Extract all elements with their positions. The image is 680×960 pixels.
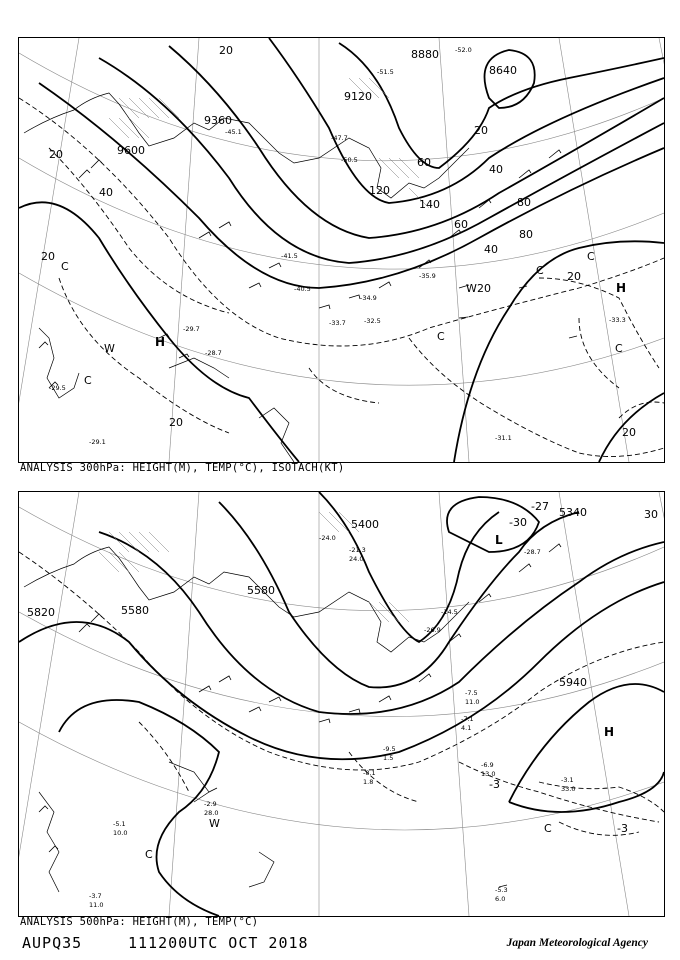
station-value: -26.9 <box>424 626 441 634</box>
station-value: -41.5 <box>281 252 298 260</box>
station-value: -28.7 <box>205 349 222 357</box>
height-label: 5400 <box>351 518 379 531</box>
station-value: -47.7 <box>331 134 348 142</box>
cold-center-marker: C <box>587 250 595 263</box>
chart-id: AUPQ35 <box>22 934 83 952</box>
height-labels <box>27 506 587 689</box>
map-500hpa-svg <box>19 492 664 916</box>
station-value: 6.0 <box>495 895 506 903</box>
high-center-marker: H <box>604 725 615 739</box>
isotach-label: 140 <box>419 198 440 211</box>
isotach-label: 20 <box>169 416 183 429</box>
isotach-label: 80 <box>517 196 531 209</box>
station-value: -5.3 <box>495 886 508 894</box>
height-label: 8880 <box>411 48 439 61</box>
isotach-label: 20 <box>477 282 491 295</box>
agency-credit: Japan Meteorological Agency <box>506 937 648 949</box>
station-value: -33.7 <box>329 319 346 327</box>
station-value: -35.9 <box>419 272 436 280</box>
station-value: -7.5 <box>465 689 478 697</box>
station-value: -5.1 <box>113 820 126 828</box>
station-value: -45.1 <box>225 128 242 136</box>
isotach-label: 20 <box>49 148 63 161</box>
isotach-label: 60 <box>454 218 468 231</box>
station-value: -29.7 <box>183 325 200 333</box>
cold-center-marker: C <box>84 374 92 387</box>
isotherm-label: -30 <box>509 516 527 529</box>
graticule <box>19 38 664 462</box>
isotach-label: 20 <box>622 426 636 439</box>
height-label: 5580 <box>247 584 275 597</box>
warm-center-marker: W <box>104 342 115 355</box>
station-values <box>89 534 575 909</box>
cold-center-marker: C <box>437 330 445 343</box>
station-value: -31.1 <box>495 434 512 442</box>
station-values <box>49 46 626 446</box>
isotach-label: 120 <box>369 184 390 197</box>
isotherm-label: 30 <box>644 508 658 521</box>
isotach-label: 20 <box>41 250 55 263</box>
high-center-marker: H <box>155 335 166 349</box>
station-value: -3.7 <box>89 892 102 900</box>
height-contours <box>19 38 664 462</box>
station-value: -14.5 <box>441 608 458 616</box>
station-value: -34.9 <box>360 294 377 302</box>
warm-center-marker: W <box>466 282 477 295</box>
isotach-label: 80 <box>519 228 533 241</box>
isotach-label: 20 <box>219 44 233 57</box>
isotherm-label: -3 <box>489 778 500 791</box>
cold-center-marker: C <box>615 342 623 355</box>
height-label: 5820 <box>27 606 55 619</box>
station-value: -29.5 <box>49 384 66 392</box>
panel-caption-300hpa: ANALYSIS 300hPa: HEIGHT(M), TEMP(°C), ISOTACH(KT) <box>20 462 345 474</box>
height-label: 5580 <box>121 604 149 617</box>
height-label: 5940 <box>559 676 587 689</box>
cold-center-marker: C <box>61 260 69 273</box>
station-value: -6.9 <box>481 761 494 769</box>
station-value: 13.0 <box>481 770 496 778</box>
station-value: -7.1 <box>461 715 474 723</box>
isotach-label: 40 <box>489 163 503 176</box>
station-value: 11.0 <box>89 901 104 909</box>
height-labels <box>117 48 517 157</box>
low-center-marker: L <box>495 533 503 547</box>
map-300hpa-svg <box>19 38 664 462</box>
high-center-marker: H <box>616 281 627 295</box>
isotach-labels <box>41 44 636 439</box>
map-panel-500hpa <box>18 491 665 917</box>
cold-center-marker: C <box>145 848 153 861</box>
isotherm-label: -27 <box>531 500 549 513</box>
cold-center-marker: C <box>536 264 544 277</box>
station-value: -32.5 <box>364 317 381 325</box>
station-value: 28.0 <box>204 809 219 817</box>
height-label: 9600 <box>117 144 145 157</box>
station-value: -50.5 <box>341 156 358 164</box>
station-value: 10.0 <box>113 829 128 837</box>
cold-center-marker: C <box>544 822 552 835</box>
station-value: -40.5 <box>294 285 311 293</box>
station-value: 11.0 <box>465 698 480 706</box>
height-label: 8640 <box>489 64 517 77</box>
isotach-label: 20 <box>567 270 581 283</box>
station-value: -28.7 <box>524 548 541 556</box>
coastline <box>24 93 469 462</box>
isotherm-label: -3 <box>617 822 628 835</box>
panel-caption-500hpa: ANALYSIS 500hPa: HEIGHT(M), TEMP(°C) <box>20 916 259 928</box>
station-value: -52.0 <box>455 46 472 54</box>
station-value: 24.0 <box>349 555 364 563</box>
station-value: -51.5 <box>377 68 394 76</box>
graticule <box>19 492 664 916</box>
wind-barbs <box>39 150 577 388</box>
station-value: -33.3 <box>609 316 626 324</box>
isotach-label: 40 <box>99 186 113 199</box>
height-label: 5340 <box>559 506 587 519</box>
station-value: 1.5 <box>383 754 394 762</box>
station-value: -3.1 <box>561 776 574 784</box>
warm-center-marker: W <box>209 817 220 830</box>
station-value: -2.9 <box>204 800 217 808</box>
station-value: -21.3 <box>349 546 366 554</box>
height-label: 9120 <box>344 90 372 103</box>
chart-valid-time: 111200UTC OCT 2018 <box>128 934 309 952</box>
height-label: 9360 <box>204 114 232 127</box>
station-value: -9.5 <box>383 745 396 753</box>
isotach-label: 40 <box>484 243 498 256</box>
station-value: -29.1 <box>89 438 106 446</box>
station-value: 4.1 <box>461 724 472 732</box>
isotach-label: 60 <box>417 156 431 169</box>
station-value: -8.1 <box>363 769 376 777</box>
station-value: 33.0 <box>561 785 576 793</box>
station-value: 1.8 <box>363 778 374 786</box>
station-value: -24.0 <box>319 534 336 542</box>
map-panel-300hpa <box>18 37 665 463</box>
isotach-label: 20 <box>474 124 488 137</box>
